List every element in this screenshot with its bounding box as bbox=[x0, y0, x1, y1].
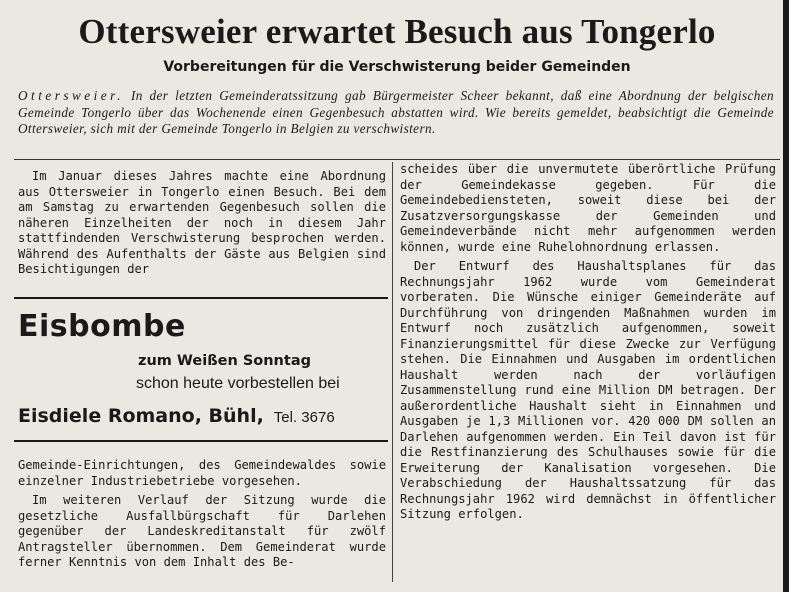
scan-edge bbox=[783, 0, 789, 592]
article-subheadline: Vorbereitungen für die Verschwisterung beider Gemeinden bbox=[163, 59, 631, 75]
paragraph: Der Entwurf des Haushaltsplanes für das Rechnungsjahr 1962 wurde vom Gemeinderat vorberaten. Die Wünsche einiger Gemeinderäte auf Durchführung von dringenden Maßnahmen wurden im Entwurf noch zusätzlich aufgenommen, soweit Finanzierungsmittel für diese Zwecke zur Verfügung stehen. Die Einnahmen und Ausgaben im ordentlichen Haushalt werden nach der vorläufigen Zusammenstellung rund eine Million DM betragen. Der außerordentliche Haushalt sieht in Einnahmen und Ausgaben je 1,3 Millionen vor. 420 000 DM sollen an Darlehen aufgenommen werden. Ein Teil davon ist für die Restfinanzierung des Schulhauses sowie für die Erweiterung der Kanalisation vorgesehen. Die Verabschiedung der Haushaltssatzung für das Rechnungsjahr 1962 wird demnächst in öffentlicher Sitzung erfolgen. bbox=[400, 259, 776, 521]
lead-divider bbox=[14, 159, 780, 160]
lead-text: In der letzten Gemeinderatssitzung gab Bürgermeister Scheer bekannt, daß eine Abordnung der belgischen Gemeinde Tongerlo über das Wochenende einen Gegenbesuch abstatten wird. Wie bereits gemeldet, beabsichtigt die Gemeinde Ottersweier, sich mit der Gemeinde Tongerlo in Belgien zu verschwistern. bbox=[18, 88, 774, 136]
paragraph: Im weiteren Verlauf der Sitzung wurde die gesetzliche Ausfallbürgschaft für Darlehen gegenüber der Landeskreditanstalt für zwölf Antragsteller übernommen. Dem Gemeinderat wurde ferner Kenntnis von dem Inhalt des Be- bbox=[18, 493, 386, 569]
paragraph: Im Januar dieses Jahres machte eine Abordnung aus Ottersweier in Tongerlo einen Besuch. Bei dem am Samstag zu erwartenden Gegenbesuch sollen die näheren Einzelheiten der noch in diesem Jahr stattfindenden Verschwisterung besprochen werden. Während des Aufenthalts der Gäste aus Belgien sind Besichtigungen der bbox=[18, 169, 386, 276]
column-divider bbox=[392, 162, 393, 582]
column-right bbox=[400, 162, 776, 523]
column-left-top bbox=[18, 169, 386, 278]
paragraph: Gemeinde-Einrichtungen, des Gemeindewaldes sowie einzelner Industriebetriebe vorgesehen. bbox=[18, 458, 386, 488]
ad-call-to-action: schon heute vorbestellen bei bbox=[136, 375, 340, 392]
ad-shop bbox=[18, 403, 335, 431]
ad-border-top bbox=[14, 297, 388, 299]
advertisement bbox=[14, 297, 388, 444]
article-headline: Ottersweier erwartet Besuch aus Tongerlo bbox=[78, 12, 716, 51]
paragraph: scheides über die unvermutete überörtliche Prüfung der Gemeindekasse gegeben. Für die Gemeindebediensteten, soweit diese bei der Zusatzversorgungskasse der Gemeinden und Gemeindeverbände nicht mehr aufgenommen werden können, wurde eine Ruhelohnordnung erlassen. bbox=[400, 162, 776, 254]
ad-phone: Tel. 3676 bbox=[273, 409, 335, 426]
ad-border-bottom bbox=[14, 440, 388, 442]
ad-title: Eisbombe bbox=[18, 309, 186, 344]
article-lead bbox=[18, 88, 774, 138]
ad-shop-name: Eisdiele Romano, Bühl, bbox=[18, 405, 264, 427]
ad-occasion: zum Weißen Sonntag bbox=[138, 353, 311, 369]
lead-city: Ottersweier. bbox=[18, 88, 125, 103]
column-left-bottom bbox=[18, 458, 386, 571]
